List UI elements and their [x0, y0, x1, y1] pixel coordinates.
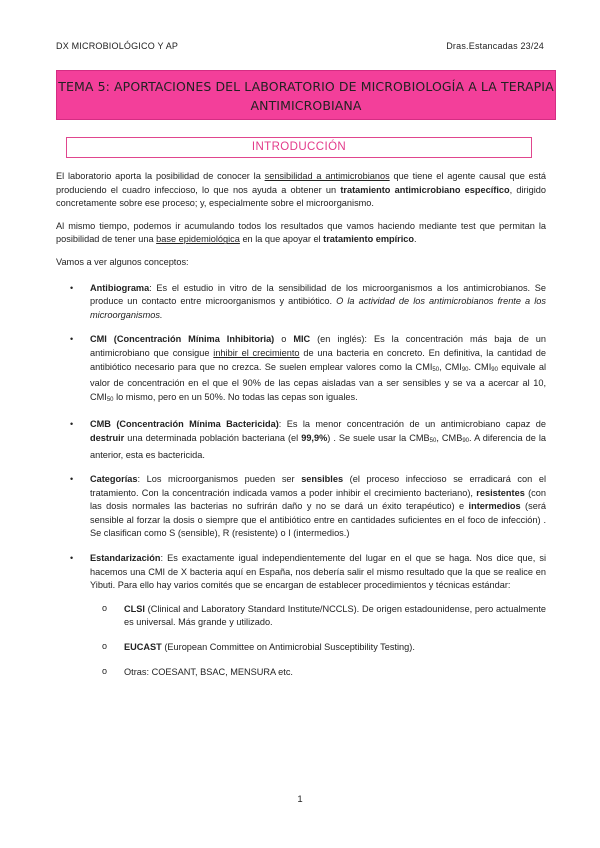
subscript: 90 — [461, 366, 469, 373]
text: : Los microorganismos pueden ser — [137, 474, 302, 485]
term: EUCAST — [124, 642, 162, 653]
circle-bullet-icon: o — [102, 602, 108, 613]
text: ) . Se suele usar la CMB — [327, 432, 430, 443]
term: CMB (Concentración Mínima Bactericida) — [90, 419, 279, 430]
text: , dirigido concretamente sobre ese proceso; y, especialmente sobre el microorganismo. — [56, 184, 546, 209]
subscript: 90 — [462, 437, 470, 444]
sublist-item-eucast — [90, 641, 546, 655]
text: en la que apoyar el — [239, 234, 324, 245]
bold-text: tratamiento empírico — [323, 234, 415, 245]
text: : Es el estudio in vitro de la sensibilidad de los microorganismos a los antimicrobianos. Se produce un contacto entre microorganismos y antibiótico. — [90, 282, 546, 307]
text: (con las dosis normales las bacterias no sufrirán daño y no se dará un éxito terapéutico) e — [90, 487, 546, 512]
sublist-item-otras — [90, 666, 546, 680]
paragraph-1 — [56, 170, 546, 211]
text: El laboratorio aporta la posibilidad de conocer la — [56, 171, 265, 181]
subscript: 50 — [106, 396, 114, 403]
bold-text: sensibles — [301, 474, 344, 485]
committee-list — [90, 603, 546, 679]
title-line-1: TEMA 5: APORTACIONES DEL LABORATORIO DE MICROBIOLOGÍA A LA TERAPIA — [58, 79, 554, 94]
text: Al mismo tiempo, podemos ir acumulando todos los resultados que vamos haciendo mediante test que permitan la posibilidad de tener una — [56, 220, 546, 245]
bold-text: tratamiento antimicrobiano específico — [340, 184, 510, 195]
subscript: 90 — [491, 366, 498, 373]
underlined-text: base epidemiológica — [156, 234, 240, 245]
bold-text: 99,9% — [301, 432, 328, 443]
subscript: 50 — [429, 437, 437, 444]
title-line-2: ANTIMICROBIANA — [250, 98, 362, 113]
section-heading: INTRODUCCIÓN — [66, 137, 532, 158]
paragraph-2 — [56, 220, 546, 247]
text: que tiene el agente causal que está produciendo el cuadro infeccioso, lo que nos ayuda a obtener un — [56, 171, 546, 195]
concept-list — [56, 282, 546, 680]
text: (será sensible al forzar la dosis o siempre que el antibiótico entre en cantidades suficientes en el foco de infección) . Se clasifican como S (sensible), R (resistente) o I (intermedios.) — [90, 501, 546, 539]
text: : Es la menor concentración de un antimicrobiano capaz de — [278, 419, 546, 430]
document-body — [56, 170, 546, 690]
text: (European Committee on Antimicrobial Susceptibility Testing). — [161, 642, 415, 653]
list-item-estandarizacion — [56, 552, 546, 679]
bold-text: destruir — [90, 432, 125, 443]
bold-text: intermedios — [468, 501, 521, 512]
term: CMI (Concentración Mínima Inhibitoria) — [90, 334, 275, 345]
text: . — [414, 234, 417, 245]
text: . A diferencia de la anterior, esta es bactericida. — [90, 432, 546, 460]
circle-bullet-icon: o — [102, 665, 108, 676]
text: . CMI — [468, 361, 492, 372]
text: (el proceso infeccioso se erradicará con el tratamiento. Con la concentración indicada vamos a poder inhibir el crecimiento bacteriano), — [90, 474, 546, 498]
bullet-icon: • — [70, 419, 74, 430]
text: , CMB — [436, 432, 463, 443]
paragraph-3: Vamos a ver algunos conceptos: — [56, 256, 189, 267]
sublist-item-clsi — [90, 603, 546, 630]
text: lo mismo, pero en un 50%. No todas las cepas son iguales. — [113, 391, 358, 402]
bullet-icon: • — [70, 282, 74, 293]
term: Estandarización — [90, 553, 161, 564]
header-authors: Dras.Estancadas 23/24 — [446, 41, 544, 51]
text: (en inglés): Es la concentración más baja de un antimicrobiano que consigue — [90, 334, 547, 358]
text: : Es exactamente igual independientemente del lugar en el que se haga. Nos dice que, si hacemos una CMI de X bacteria aquí en España, nos debería salir el mismo resultado que la que se realice en Yibuti. Para ello hay varios comités que se encargan de establecer procedimientos y técnicas estándar: — [90, 553, 546, 591]
term: MIC — [293, 334, 311, 345]
bullet-icon: • — [70, 474, 74, 485]
text: equivale al valor de concentración en el que el 90% de las cepas aisladas van a ser sensibles y se va a acercar al 10, CMI — [90, 361, 546, 402]
underlined-text: sensibilidad a antimicrobianos — [264, 171, 390, 181]
text: una determinada población bacteriana (el — [124, 432, 302, 443]
subscript: 50 — [432, 366, 440, 373]
list-item-cmb — [56, 418, 546, 462]
term: CLSI — [124, 603, 145, 614]
bullet-icon: • — [70, 553, 74, 564]
text: , CMI — [439, 361, 462, 372]
document-title — [56, 70, 556, 120]
circle-bullet-icon: o — [102, 641, 108, 652]
italic-text: O la actividad de los antimicrobianos frente a los microorganismos. — [90, 296, 546, 320]
bullet-icon: • — [70, 334, 74, 345]
text: de una bacteria en concreto. En definitiva, la cantidad de antibiótico necesario para que no crezca. Se suelen emplear valores como la CMI — [90, 347, 546, 372]
underlined-text: inhibir el crecimiento — [213, 347, 300, 358]
term: Antibiograma — [90, 282, 150, 293]
header-course: DX MICROBIOLÓGICO Y AP — [56, 41, 179, 51]
list-item-antibiograma — [56, 282, 546, 323]
text: Otras: COESANT, BSAC, MENSURA etc. — [124, 666, 293, 677]
page-number: 1 — [297, 794, 303, 805]
term: Categorías — [90, 474, 138, 485]
list-item-categorias — [56, 473, 546, 541]
bold-text: resistentes — [476, 487, 525, 498]
list-item-cmi — [56, 333, 546, 407]
text: (Clinical and Laboratory Standard Institute/NCCLS). De origen estadounidense, pero actualmente es universal. Más grande y utilizado. — [124, 603, 546, 628]
text: o — [274, 334, 294, 345]
